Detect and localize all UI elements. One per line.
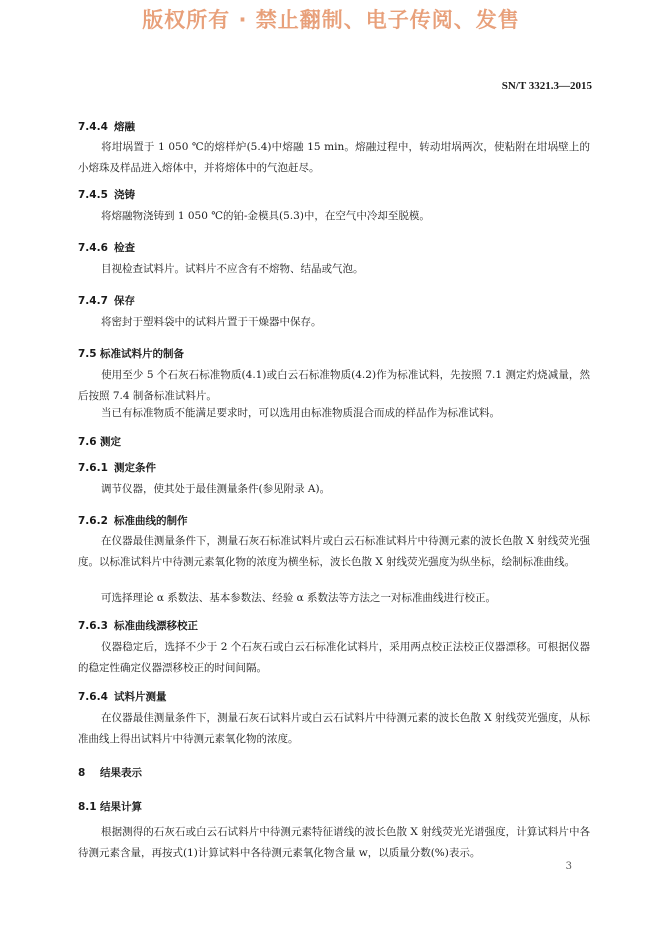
paragraph-7-6-2-a bbox=[78, 531, 590, 573]
paragraph-7-4-5 bbox=[78, 206, 590, 227]
section-number: 8.1 bbox=[78, 801, 97, 813]
heading-8 bbox=[78, 765, 142, 780]
heading-7-6-1 bbox=[78, 460, 156, 475]
section-number: 7.4.4 bbox=[78, 121, 108, 133]
paragraph-text: 仪器稳定后，选择不少于 2 个石灰石或白云石标准化试料片，采用两点校正法校正仪器漂移。可根据仪器的稳定性确定仪器漂移校正的时间间隔。 bbox=[78, 641, 590, 674]
paragraph-7-6-3 bbox=[78, 637, 590, 679]
section-title: 测定条件 bbox=[114, 462, 156, 474]
heading-7-4-4 bbox=[78, 119, 135, 134]
section-title: 测定 bbox=[100, 436, 121, 448]
paragraph-text: 目视检查试料片。试料片不应含有不熔物、结晶或气泡。 bbox=[101, 263, 364, 275]
paragraph-text: 将熔融物浇铸到 1 050 ℃的铂-金模具(5.3)中，在空气中冷却至脱模。 bbox=[101, 210, 430, 222]
section-title: 标准试料片的制备 bbox=[100, 348, 184, 360]
paragraph-text: 将密封于塑料袋中的试料片置于干燥器中保存。 bbox=[101, 316, 322, 328]
heading-7-5 bbox=[78, 346, 184, 361]
paragraph-7-4-4 bbox=[78, 137, 590, 179]
paragraph-7-5-a bbox=[78, 365, 590, 407]
section-number: 7.6.1 bbox=[78, 462, 108, 474]
heading-7-4-5 bbox=[78, 187, 135, 202]
section-title: 熔融 bbox=[114, 121, 135, 133]
paragraph-7-4-6 bbox=[78, 259, 590, 280]
paragraph-7-4-7 bbox=[78, 312, 590, 333]
section-number: 7.6.3 bbox=[78, 620, 108, 632]
heading-7-6-4 bbox=[78, 689, 167, 704]
paragraph-text: 将坩埚置于 1 050 ℃的熔样炉(5.4)中熔融 15 min。熔融过程中，转动坩埚两次，使粘附在坩埚壁上的小熔珠及样品进入熔体中，并将熔体中的气泡赶尽。 bbox=[78, 141, 590, 174]
paragraph-text: 当已有标准物质不能满足要求时，可以选用由标准物质混合而成的样品作为标准试料。 bbox=[101, 407, 500, 419]
section-number: 7.4.6 bbox=[78, 242, 108, 254]
section-number: 8 bbox=[78, 767, 86, 779]
heading-7-6 bbox=[78, 434, 121, 449]
heading-7-6-2 bbox=[78, 513, 188, 528]
section-number: 7.6.2 bbox=[78, 515, 108, 527]
section-number: 7.4.5 bbox=[78, 189, 108, 201]
paragraph-7-6-1 bbox=[78, 479, 590, 500]
paragraph-7-5-b bbox=[78, 403, 590, 424]
section-title: 结果计算 bbox=[100, 801, 142, 813]
paragraph-7-6-2-b bbox=[78, 588, 590, 609]
paragraph-text: 可选择理论 α 系数法、基本参数法、经验 α 系数法等方法之一对标准曲线进行校正。 bbox=[101, 592, 497, 604]
section-number: 7.4.7 bbox=[78, 295, 108, 307]
section-title: 保存 bbox=[114, 295, 135, 307]
heading-7-6-3 bbox=[78, 618, 198, 633]
paragraph-text: 使用至少 5 个石灰石标准物质(4.1)或白云石标准物质(4.2)作为标准试料，先按照 7.1 测定灼烧减量，然后按照 7.4 制备标准试料片。 bbox=[78, 369, 590, 402]
section-number: 7.6.4 bbox=[78, 691, 108, 703]
section-title: 试料片测量 bbox=[114, 691, 167, 703]
paragraph-text: 在仪器最佳测量条件下，测量石灰石试料片或白云石试料片中待测元素的波长色散 X 射线荧光强度，从标准曲线上得出试料片中待测元素氧化物的浓度。 bbox=[78, 712, 590, 745]
paragraph-text: 在仪器最佳测量条件下，测量石灰石标准试料片或白云石标准试料片中待测元素的波长色散 X 射线荧光强度。以标准试料片中待测元素氧化物的浓度为横坐标，波长色散 X 射线荧光强度为纵坐标，绘制标准曲线。 bbox=[78, 535, 590, 568]
heading-7-4-6 bbox=[78, 240, 135, 255]
heading-8-1 bbox=[78, 799, 142, 814]
paragraph-7-6-4 bbox=[78, 708, 590, 750]
page-number: 3 bbox=[565, 861, 572, 872]
section-title: 标准曲线漂移校正 bbox=[114, 620, 198, 632]
heading-7-4-7 bbox=[78, 293, 135, 308]
paragraph-text: 根据测得的石灰石或白云石试料片中待测元素特征谱线的波长色散 X 射线荧光光谱强度，计算试料片中各待测元素含量，再按式(1)计算试料中各待测元素氧化物含量 w，以质量分数(%)表示。 bbox=[78, 826, 590, 859]
paragraph-text: 调节仪器，使其处于最佳测量条件(参见附录 A)。 bbox=[101, 483, 331, 495]
section-title: 检查 bbox=[114, 242, 135, 254]
section-number: 7.5 bbox=[78, 348, 97, 360]
copyright-watermark: 版权所有 · 禁止翻制、电子传阅、发售 bbox=[142, 8, 520, 32]
section-title: 结果表示 bbox=[100, 767, 142, 779]
section-number: 7.6 bbox=[78, 436, 97, 448]
section-title: 浇铸 bbox=[114, 189, 135, 201]
standard-code: SN/T 3321.3—2015 bbox=[501, 80, 592, 92]
section-title: 标准曲线的制作 bbox=[114, 515, 188, 527]
paragraph-8-1 bbox=[78, 822, 590, 864]
